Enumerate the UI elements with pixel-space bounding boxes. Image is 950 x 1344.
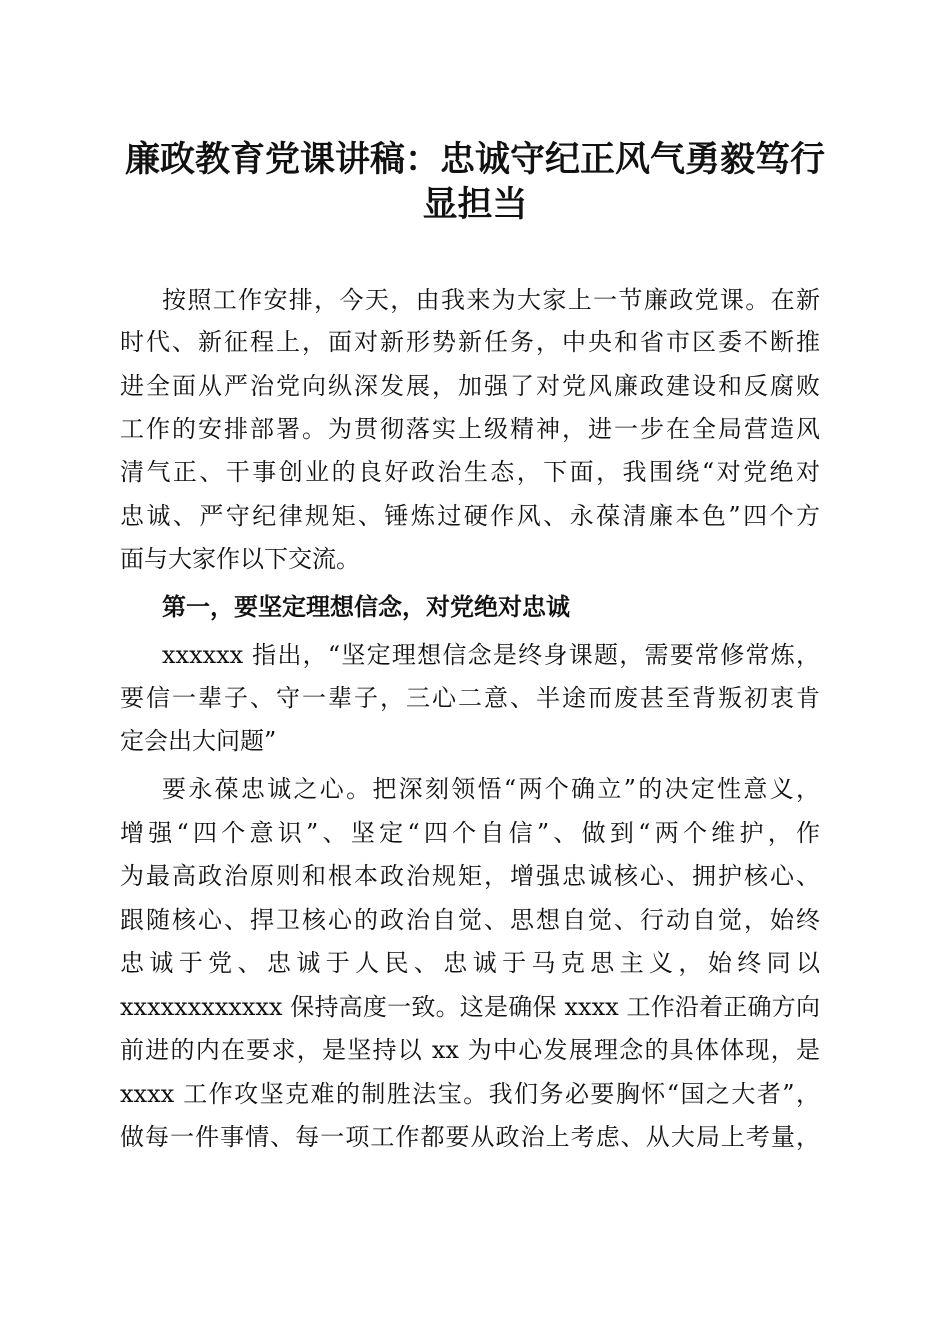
document-title-line-1: 廉政教育党课讲稿：忠诚守纪正风气勇毅笃行	[124, 139, 825, 180]
text-line: 要永葆忠诚之心。把深刻领悟“两个确立”的决定性意义，	[162, 775, 820, 803]
document-title-line-2: 显担当	[422, 184, 528, 225]
text-line: 忠诚于党、忠诚于人民、忠诚于马克思主义，始终同以	[120, 949, 820, 977]
text-line: 工作的安排部署。为贯彻落实上级精神，进一步在全局营造风	[120, 415, 820, 443]
text-line: xxxx 工作攻坚克难的制胜法宝。我们务必要胸怀“国之大者”，	[120, 1080, 820, 1108]
text-line: 做每一件事情、每一项工作都要从政治上考虑、从大局上考量，	[120, 1123, 820, 1151]
text-line: xxxxxx 指出，“坚定理想信念是终身课题，需要常修常炼，	[162, 641, 820, 669]
section-heading: 第一，要坚定理想信念，对党绝对忠诚	[162, 592, 570, 621]
text-line: 要信一辈子、守一辈子，三心二意、半途而废甚至背叛初衷肯	[120, 684, 820, 712]
text-line: 为最高政治原则和根本政治规矩，增强忠诚核心、拥护核心、	[120, 862, 820, 890]
text-line: 进全面从严治党向纵深发展，加强了对党风廉政建设和反腐败	[120, 372, 820, 400]
text-line: 定会出大问题”	[120, 727, 277, 755]
text-line: 忠诚、严守纪律规矩、锤炼过硬作风、永葆清廉本色”四个方	[120, 502, 820, 530]
text-line: 前进的内在要求，是坚持以 xx 为中心发展理念的具体体现，是	[120, 1036, 820, 1064]
text-line: 面与大家作以下交流。	[120, 545, 360, 573]
text-line: 跟随核心、捍卫核心的政治自觉、思想自觉、行动自觉，始终	[120, 906, 820, 934]
text-line: 清气正、干事创业的良好政治生态，下面，我围绕“对党绝对	[120, 458, 820, 486]
text-line: 增强“四个意识”、坚定“四个自信”、做到“两个维护，作	[120, 819, 820, 847]
text-line: xxxxxxxxxxxx 保持高度一致。这是确保 xxxx 工作沿着正确方向	[120, 993, 820, 1021]
text-line: 按照工作安排，今天，由我来为大家上一节廉政党课。在新	[162, 286, 820, 314]
text-line: 时代、新征程上，面对新形势新任务，中央和省市区委不断推	[120, 328, 820, 356]
